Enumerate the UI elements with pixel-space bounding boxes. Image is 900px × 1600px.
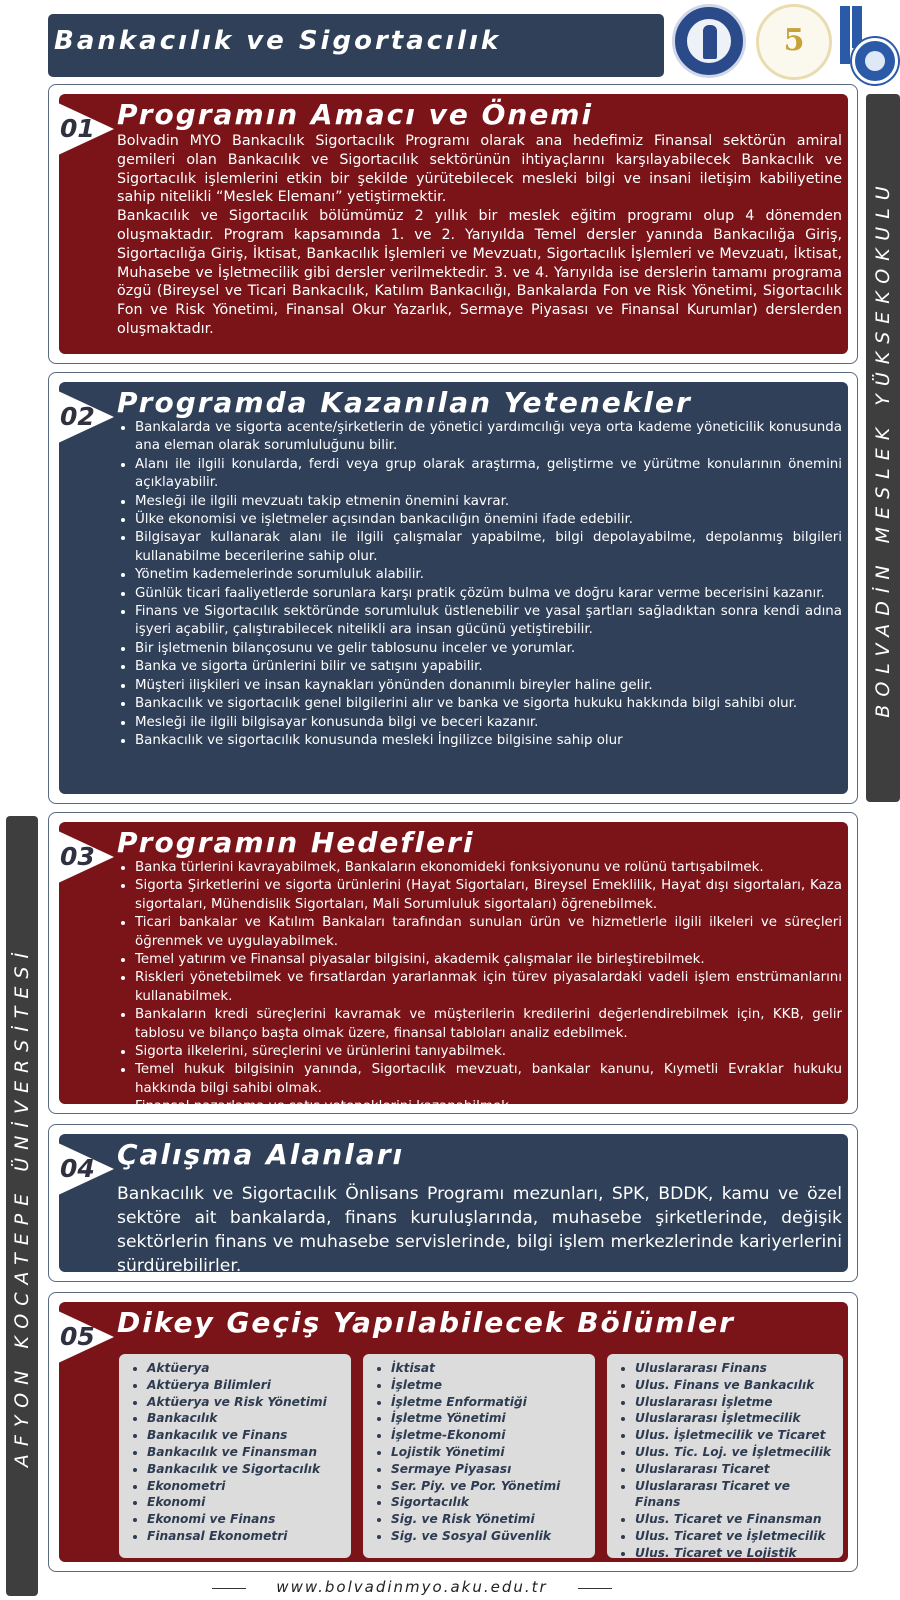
list-item: • Ulus. Ticaret ve Lojistik xyxy=(635,1545,839,1562)
section-number-badge: 02 xyxy=(56,390,118,444)
section-04-panel xyxy=(59,1134,848,1276)
list-item: • Bankacılık ve Finansman xyxy=(147,1444,347,1461)
list-item: • Uluslararası İşletmecilik xyxy=(635,1410,839,1427)
list-item: • Uluslararası Finans xyxy=(635,1360,839,1377)
section-04-card xyxy=(48,1124,858,1282)
section-number-badge: 05 xyxy=(56,1310,118,1364)
afyon-kocatepe-universitesi-logo xyxy=(672,4,746,78)
list-item: • Uluslararası Ticaret ve Finans xyxy=(635,1478,839,1512)
list-item: • Ser. Piy. ve Por. Yönetimi xyxy=(391,1478,591,1495)
section-title: Çalışma Alanları xyxy=(117,1138,405,1171)
side-bar-left xyxy=(6,816,38,1596)
section-02-panel xyxy=(59,382,848,794)
list-item: • Ekonomi xyxy=(147,1494,347,1511)
list-item: • Bankacılık ve sigortacılık konusunda mesleki İngilizce bilgisine sahip olur xyxy=(135,732,842,750)
section-number-badge: 04 xyxy=(56,1142,118,1196)
5-yil-logo: 5 xyxy=(756,4,832,80)
paragraph: Bankacılık ve Sigortacılık bölümümüz 2 yıllık bir meslek eğitim programı olup 4 dönemden oluşmaktadır. Program kapsamında 1. ve 2. Yarıyılda Temel dersler yanında Bankacılığa Giriş, Sigortacılığa Giriş, İktisat, Bankacılık İşlemleri ve Mevzuatı, Sigortacılık İşlemleri ve Mevzuatı, İktisat, Muhasebe ve İşletmecilik gibi dersler verilmektedir. 3. ve 4. Yarıyılda ise derslerin tamamı programa özgü (Bireysel ve Ticari Bankacılık, Katılım Bankacılığı, Bankalarda Fon ve Risk Yönetimi, Sigortacılık Fon ve Risk Yönetimi, Finansal Okur Yazarlık, Sermaye Piyasası ve Finansal Kurumlar) derslerden oluşmaktadır. xyxy=(117,208,842,337)
section-02-card xyxy=(48,372,858,804)
list-item: • Sigortacılık xyxy=(391,1494,591,1511)
list-item: • Bankacılık xyxy=(147,1410,347,1427)
list-item: • Günlük ticari faaliyetlerde sorunlara karşı pratik çözüm bulma ve doğru karar verme becerisini kazanır. xyxy=(135,585,842,603)
list-item: • Ulus. Tic. Loj. ve İşletmecilik xyxy=(635,1444,839,1461)
list-item: • Riskleri yönetebilmek ve fırsatlardan yararlanmak için türev piyasalardaki vadeli işlem enstrümanlarını kullanabilmek. xyxy=(135,969,842,1006)
list-item: • Alanı ile ilgili konularda, ferdi veya grup olarak araştırma, geliştirme ve yürütme konularının önemini açıklayabilir. xyxy=(135,456,842,493)
list-item: • Temel hukuk bilgisinin yanında, Sigortacılık mevzuatı, bankalar kanunu, Kıymetli Evraklar hukuku hakkında bilgi sahibi olmak. xyxy=(135,1061,842,1098)
list-item: • Ulus. Ticaret ve İşletmecilik xyxy=(635,1528,839,1545)
list-item: • Sig. ve Risk Yönetimi xyxy=(391,1511,591,1528)
list-item: • Finans ve Sigortacılık sektöründe sorumluluk üstlenebilir ve yasal şartları sağladıktan sonra kendi adına işyeri açabilir, çalıştırabilecek nitelikli ara insan gücünü yetiştirebilir. xyxy=(135,603,842,640)
list-item: • Ekonometri xyxy=(147,1478,347,1495)
section-01-card xyxy=(48,84,858,364)
list-item: • Aktüerya xyxy=(147,1360,347,1377)
section-01-text xyxy=(117,132,842,339)
website-link[interactable]: www.bolvadinmyo.aku.edu.tr xyxy=(276,1578,548,1596)
section-03-card xyxy=(48,812,858,1114)
goals-list xyxy=(117,859,842,1117)
departments-column-1 xyxy=(119,1354,351,1558)
footer xyxy=(212,1578,612,1598)
list-item: • Ekonomi ve Finans xyxy=(147,1511,347,1528)
list-item: • Bankalarda ve sigorta acente/şirketlerin de yönetici yardımcılığı veya orta kademe yöneticilik konusunda ana eleman olarak sorumluluğunu bilir. xyxy=(135,419,842,456)
list-item: • Temel yatırım ve Finansal piyasalar bilgisini, akademik çalışmalar ile birleştirebilmek. xyxy=(135,951,842,969)
list-item: • Bankaların kredi süreçlerini kavramak ve müşterilerin kredilerini değerlendirebilmek için, KKB, gelir tablosu ve bilanço başta olmak üzere, finansal tabloları analiz edebilmek. xyxy=(135,1006,842,1043)
list-item: • Aktüerya Bilimleri xyxy=(147,1377,347,1394)
list-item: • Sigorta ilkelerini, süreçlerini ve ürünlerini tanıyabilmek. xyxy=(135,1043,842,1061)
list-item: • Ticari bankalar ve Katılım Bankaları tarafından sunulan ürün ve hizmetlerle ilgili ilkeleri ve süreçleri öğrenmek ve uygulayabilmek. xyxy=(135,914,842,951)
section-number-badge: 01 xyxy=(56,102,118,156)
list-item: • Finansal pazarlama ve satış yeteneklerini kazanabilmek xyxy=(135,1098,842,1116)
side-text-left: AFYON KOCATEPE ÜNİVERSİTESİ xyxy=(11,944,33,1468)
list-item: • Bankacılık ve sigortacılık genel bilgilerini alır ve banka ve sigorta hukuku hakkında bilgi sahibi olur. xyxy=(135,695,842,713)
list-item: • Ulus. Finans ve Bankacılık xyxy=(635,1377,839,1394)
list-item: • Müşteri ilişkileri ve insan kaynakları yönünden donanımlı bireyler haline gelir. xyxy=(135,677,842,695)
paragraph: Bolvadin MYO Bankacılık Sigortacılık Programı olarak ana hedefimiz Finansal sektörün amiral gemileri olan Bankacılık ve Sigortacılık sektörünün ihtiyaçlarını karşılayabilecek Bankacılık ve Sigortacılık işlemlerini etkin bir şekilde yürütebilecek mesleki bilgi ve insani iletişim kabiliyetine sahip nitelikli “Meslek Elemanı” yetiştirmektir. xyxy=(117,133,842,206)
section-title: Programın Hedefleri xyxy=(117,826,475,859)
list-item: • Banka ve sigorta ürünlerini bilir ve satışını yapabilir. xyxy=(135,658,842,676)
departments-column-2 xyxy=(363,1354,595,1558)
list-item: • Bilgisayar kullanarak alanı ile ilgili çalışmalar yapabilme, bilgi depolayabilme, depolanmış bilgileri kullanabilme becerilerine sahip olur. xyxy=(135,529,842,566)
section-01-panel xyxy=(59,94,848,354)
list-item: • İşletme Enformatiği xyxy=(391,1394,591,1411)
skills-list xyxy=(117,419,842,750)
list-item: • Sigorta Şirketlerini ve sigorta ürünlerini (Hayat Sigortaları, Bireysel Emeklilik, Hayat dışı sigortaları, Kaza sigortaları, Mühendislik Sigortaları, Mali Sorumluluk sigortaları) öğrenebilmek. xyxy=(135,877,842,914)
list-item: • Mesleği ile ilgili mevzuatı takip etmenin önemini kavrar. xyxy=(135,493,842,511)
section-03-panel xyxy=(59,822,848,1115)
bolvadin-myo-logo xyxy=(838,2,896,88)
page-title: Bankacılık ve Sigortacılık xyxy=(54,26,502,56)
list-item: • İktisat xyxy=(391,1360,591,1377)
list-item: • Sermaye Piyasası xyxy=(391,1461,591,1478)
list-item: • Finansal Ekonometri xyxy=(147,1528,347,1545)
list-item: • Bankacılık ve Finans xyxy=(147,1427,347,1444)
list-item: • Bir işletmenin bilançosunu ve gelir tablosunu inceler ve yorumlar. xyxy=(135,640,842,658)
section-title: Dikey Geçiş Yapılabilecek Bölümler xyxy=(117,1306,735,1339)
list-item: • Uluslararası İşletme xyxy=(635,1394,839,1411)
list-item: • Banka türlerini kavrayabilmek, Bankaların ekonomideki fonksiyonunu ve rolünü tartışabilmek. xyxy=(135,859,842,877)
list-item: • Mesleği ile ilgili bilgisayar konusunda bilgi ve beceri kazanır. xyxy=(135,714,842,732)
list-item: • Yönetim kademelerinde sorumluluk alabilir. xyxy=(135,566,842,584)
list-item: • İşletme xyxy=(391,1377,591,1394)
list-item: • İşletme Yönetimi xyxy=(391,1410,591,1427)
list-item: • Uluslararası Ticaret xyxy=(635,1461,839,1478)
list-item: • Ülke ekonomisi ve işletmeler açısından bankacılığın önemini ifade edebilir. xyxy=(135,511,842,529)
section-number-badge: 03 xyxy=(56,830,118,884)
list-item: • İşletme-Ekonomi xyxy=(391,1427,591,1444)
header-banner xyxy=(48,14,664,77)
section-title: Programda Kazanılan Yetenekler xyxy=(117,386,692,419)
list-item: • Lojistik Yönetimi xyxy=(391,1444,591,1461)
list-item: • Bankacılık ve Sigortacılık xyxy=(147,1461,347,1478)
section-title: Programın Amacı ve Önemi xyxy=(117,98,594,131)
list-item: • Sig. ve Sosyal Güvenlik xyxy=(391,1528,591,1545)
section-05-card xyxy=(48,1292,858,1572)
list-item: • Aktüerya ve Risk Yönetimi xyxy=(147,1394,347,1411)
section-04-text: Bankacılık ve Sigortacılık Önlisans Programı mezunları, SPK, BDDK, kamu ve özel sektöre ait bankalarda, finans kuruluşlarında, muhasebe şirketlerinde, değişik sektörlerin finans ve muhasebe servislerinde, bilgi işlem merkezlerinde kariyerlerini sürdürebilirler. xyxy=(117,1184,842,1276)
list-item: • Ulus. Ticaret ve Finansman xyxy=(635,1511,839,1528)
departments-column-3 xyxy=(607,1354,843,1558)
side-text-right: BOLVADİN MESLEK YÜKSEKOKULU xyxy=(872,178,894,718)
list-item: • Ulus. İşletmecilik ve Ticaret xyxy=(635,1427,839,1444)
section-05-panel xyxy=(59,1302,848,1562)
side-bar-right xyxy=(866,94,900,802)
